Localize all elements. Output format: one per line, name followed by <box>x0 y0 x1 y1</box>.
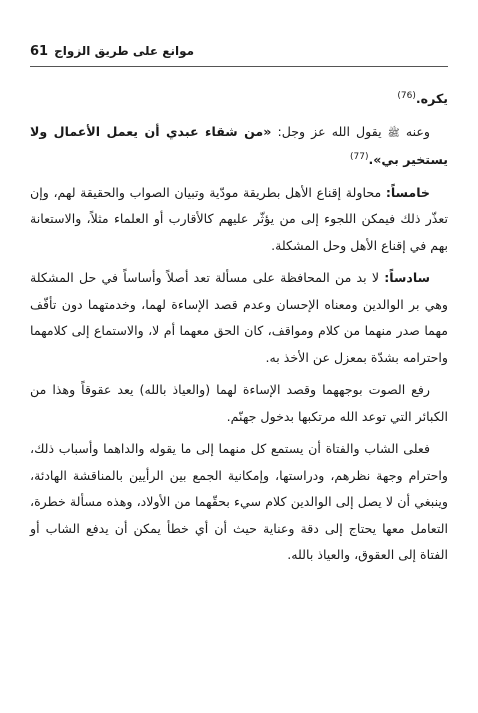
paragraph-fifth <box>30 180 448 260</box>
section-heading: خامساً: <box>385 184 430 200</box>
page-body <box>30 86 448 575</box>
paragraph-text: فعلى الشاب والفتاة أن يستمع كل منهما إلى ما يقوله والداهما وأسباب ذلك، واحترام وجهة نظرهم، ودراستها، وإمكانية الجمع بين الرأيين بالمناقشة الهادئة، وينبغي أن لا يصل إلى الوالدين كلام سيء بحقّهما من الأولاد، وهذه مسألة خطرة، التعامل معها يحتاج إلى دقة وعناية حيث أن أي خطأ يمكن أن يدفع الشاب أو الفتاة إلى العقوق، والعياذ بالله. <box>30 441 448 562</box>
hadith-quote: «من شقاء عبدي أن يعمل الأعمال ولا يستخير بي». <box>30 123 448 167</box>
section-heading: سادساً: <box>384 270 430 285</box>
footnote-ref: (77) <box>350 151 369 162</box>
paragraph-sixth <box>30 265 448 371</box>
paragraph-raising-voice <box>30 377 448 430</box>
running-title: موانع على طريق الزواج <box>54 44 195 58</box>
page-number: 61 <box>30 43 49 59</box>
header-divider <box>30 66 448 67</box>
hadith-mid: يقول الله عز وجل: <box>271 123 382 139</box>
paragraph-advice <box>30 436 448 569</box>
hadith-lead: وعنه <box>405 123 430 139</box>
fragment-text: يكره. <box>415 91 448 106</box>
paragraph-fragment <box>30 86 448 113</box>
footnote-ref: (76) <box>397 90 416 101</box>
paragraph-text: رفع الصوت بوجههما وقصد الإساءة لهما (والعياذ بالله) يعد عقوقاً وهذا من الكبائر التي توعد الله مرتكبها بدخول جهنّم. <box>30 382 448 424</box>
paragraph-text: محاولة إقناع الأهل بطريقة مودّية وتبيان الصواب والحقيقة لهم، وإن تعذّر ذلك فيمكن اللجوء إلى من يؤثّر عليهم كالأقارب أو العلماء مثلاً، والاستعانة بهم في إقناع الأهل وحل المشكلة. <box>30 184 448 253</box>
running-header <box>30 40 438 62</box>
paragraph-hadith <box>30 119 448 174</box>
honorific-glyph: ﷺ <box>387 127 400 139</box>
paragraph-text: لا بد من المحافظة على مسألة تعد أصلاً وأساساً في حل المشكلة وهي بر الوالدين ومعناه الإحسان وعدم قصد الإساءة لهما، وخدمتهما دون تأفّف مهما صدر منهما من كلام ومواقف، كان الحق معهما أم لا، والاستماع إلى كلامهما واحترامه بشدّة بمعزل عن الأخذ به. <box>30 270 448 365</box>
